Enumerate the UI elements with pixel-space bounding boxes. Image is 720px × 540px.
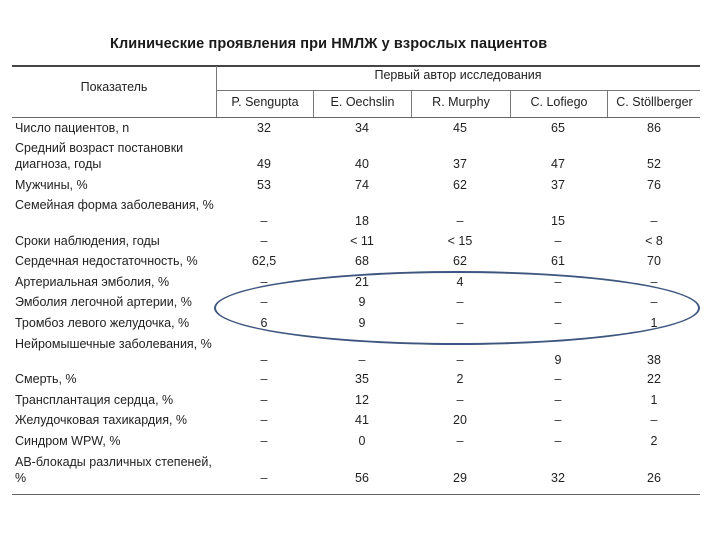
row-label: Сроки наблюдения, годы [15, 234, 160, 248]
cell-value: – [554, 393, 562, 407]
cell-value: 18 [355, 214, 369, 228]
row-label: Смерть, % [15, 372, 77, 386]
highlight-ellipse [214, 271, 700, 345]
author-group-header: Первый автор исследования [374, 68, 542, 82]
cell-value: 29 [453, 471, 467, 485]
cell-value: 61 [551, 254, 565, 268]
cell-value: – [456, 316, 464, 330]
cell-value: 2 [650, 434, 658, 448]
cell-value: 9 [358, 316, 366, 330]
cell-value: – [456, 353, 464, 367]
cell-value: – [260, 295, 268, 309]
cell-value: 40 [355, 157, 369, 171]
author-header-sengupta: P. Sengupta [216, 91, 313, 117]
cell-value: 65 [551, 121, 565, 135]
cell-value: 49 [257, 157, 271, 171]
cell-value: 12 [355, 393, 369, 407]
cell-value: < 11 [350, 234, 374, 248]
row-label: Синдром WPW, % [15, 434, 121, 448]
cell-value: 62,5 [251, 254, 277, 268]
row-label: АВ-блокады различных степеней, % [15, 455, 212, 485]
row-label: Тромбоз левого желудочка, % [15, 316, 190, 330]
row-label: Трансплантация сердца, % [15, 393, 174, 407]
cell-value: 26 [647, 471, 661, 485]
header-bottom-rule [12, 117, 700, 118]
cell-value: – [260, 275, 268, 289]
cell-value: – [554, 372, 562, 386]
cell-value: 52 [647, 157, 661, 171]
cell-value: 34 [355, 121, 369, 135]
cell-value: – [456, 214, 464, 228]
row-label: Число пациентов, n [15, 121, 130, 135]
cell-value: 32 [257, 121, 271, 135]
cell-value: 38 [647, 353, 661, 367]
cell-value: 35 [355, 372, 369, 386]
cell-value: 70 [647, 254, 661, 268]
cell-value: 15 [551, 214, 565, 228]
cell-value: 37 [453, 157, 467, 171]
cell-value: – [260, 471, 268, 485]
cell-value: 62 [453, 254, 467, 268]
cell-value: – [554, 316, 562, 330]
row-label: Мужчины, % [15, 178, 88, 192]
row-label: Средний возраст постановки диагноза, годы [15, 141, 184, 171]
table-title: Клинические проявления при НМЛЖ у взрослых пациентов [110, 36, 548, 52]
cell-value: – [260, 413, 268, 427]
cell-value: 47 [551, 157, 565, 171]
cell-value: 9 [358, 295, 366, 309]
row-label: Эмболия легочной артерии, % [15, 295, 192, 309]
cell-value: – [456, 393, 464, 407]
cell-value: – [456, 434, 464, 448]
cell-value: – [260, 372, 268, 386]
cell-value: – [554, 234, 562, 248]
row-label: Желудочковая тахикардия, % [15, 413, 188, 427]
cell-value: – [260, 214, 268, 228]
cell-value: 76 [647, 178, 661, 192]
cell-value: 53 [257, 178, 271, 192]
cell-value: 45 [453, 121, 467, 135]
row-label: Артериальная эмболия, % [15, 275, 170, 289]
parameter-header: Показатель [80, 80, 148, 94]
cell-value: < 8 [645, 234, 663, 248]
cell-value: 0 [358, 434, 366, 448]
cell-value: 68 [355, 254, 369, 268]
cell-value: 86 [647, 121, 661, 135]
cell-value: – [358, 353, 366, 367]
table-bottom-rule [12, 494, 700, 495]
cell-value: – [554, 295, 562, 309]
cell-value: 62 [453, 178, 467, 192]
cell-value: – [456, 295, 464, 309]
row-label: Сердечная недостаточность, % [15, 254, 198, 268]
cell-value: 56 [355, 471, 369, 485]
cell-value: 1 [650, 316, 658, 330]
cell-value: 22 [647, 372, 661, 386]
cell-value: – [650, 413, 658, 427]
cell-value: – [260, 393, 268, 407]
cell-value: 4 [456, 275, 464, 289]
cell-value: 21 [355, 275, 369, 289]
row-label: Нейромышечные заболевания, % [15, 337, 212, 351]
cell-value: 32 [551, 471, 565, 485]
cell-value: – [650, 295, 658, 309]
cell-value: – [554, 275, 562, 289]
cell-value: 9 [554, 353, 562, 367]
row-label: Семейная форма заболевания, % [15, 198, 214, 212]
cell-value: – [260, 353, 268, 367]
cell-value: – [650, 275, 658, 289]
cell-value: 74 [355, 178, 369, 192]
table-top-rule [12, 65, 700, 67]
cell-value: – [650, 214, 658, 228]
cell-value: 20 [453, 413, 467, 427]
author-header-lofiego: C. Lofiego [510, 91, 607, 117]
cell-value: – [260, 234, 268, 248]
cell-value: 41 [355, 413, 369, 427]
cell-value: < 15 [447, 234, 473, 248]
author-header-murphy: R. Murphy [411, 91, 510, 117]
author-header-oechslin: E. Oechslin [313, 91, 411, 117]
cell-value: 37 [551, 178, 565, 192]
cell-value: 1 [650, 393, 658, 407]
cell-value: – [554, 413, 562, 427]
author-header-stollberger: C. Stöllberger [607, 91, 701, 117]
cell-value: – [554, 434, 562, 448]
cell-value: 2 [456, 372, 464, 386]
cell-value: – [260, 434, 268, 448]
cell-value: 6 [260, 316, 268, 330]
